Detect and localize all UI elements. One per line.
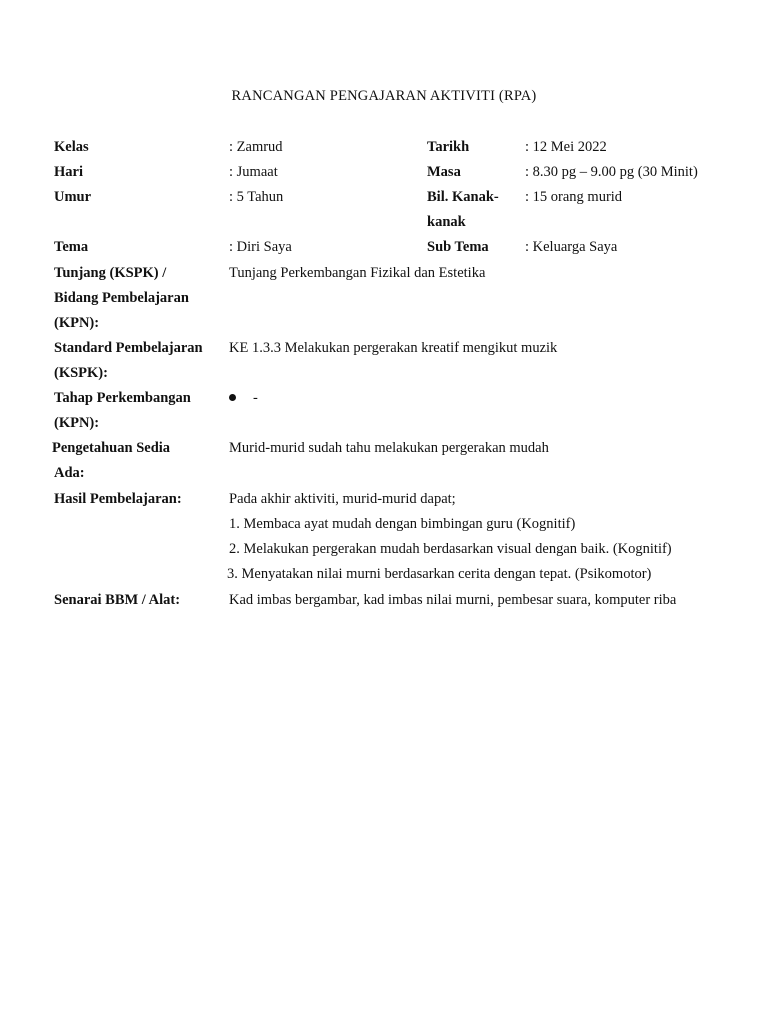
pengetahuan-value: Murid-murid sudah tahu melakukan pergerakan mudah — [229, 440, 549, 456]
bil-value: : 15 orang murid — [525, 189, 623, 205]
tahap-value-line — [229, 388, 258, 408]
tahap-label-line1: Tahap Perkembangan — [54, 390, 191, 406]
tahap-label-line2: (KPN): — [54, 415, 100, 431]
tunjang-value: Tunjang Perkembangan Fizikal dan Estetika — [229, 265, 486, 281]
bbm-value: Kad imbas bergambar, kad imbas nilai murni, pembesar suara, komputer riba — [229, 592, 677, 608]
tema-label: Tema — [54, 239, 89, 255]
tahap-value: - — [253, 390, 258, 406]
bil-label-line1: Bil. Kanak- — [427, 189, 499, 205]
standard-label-line1: Standard Pembelajaran — [54, 340, 203, 356]
sub-tema-value: : Keluarga Saya — [525, 239, 618, 255]
sub-tema-label: Sub Tema — [427, 239, 489, 255]
hasil-item: 3. Menyatakan nilai murni berdasarkan cerita dengan tepat. (Psikomotor) — [227, 566, 652, 582]
tunjang-label-line1: Tunjang (KSPK) / — [54, 265, 167, 281]
masa-value: : 8.30 pg – 9.00 pg (30 Minit) — [525, 164, 698, 180]
pengetahuan-label-line1: Pengetahuan Sedia — [52, 440, 171, 456]
tarikh-label: Tarikh — [427, 139, 470, 155]
hasil-label: Hasil Pembelajaran: — [54, 491, 182, 507]
kelas-value: : Zamrud — [229, 139, 283, 155]
document-title: RANCANGAN PENGAJARAN AKTIVITI (RPA) — [231, 88, 537, 104]
kelas-label: Kelas — [54, 139, 89, 155]
tunjang-label-line2: Bidang Pembelajaran — [54, 290, 189, 306]
bullet-icon — [229, 394, 236, 401]
masa-label: Masa — [427, 164, 461, 180]
pengetahuan-label-line2: Ada: — [54, 465, 85, 481]
hari-label: Hari — [54, 164, 83, 180]
umur-label: Umur — [54, 189, 92, 205]
standard-label-line2: (KSPK): — [54, 365, 108, 381]
standard-value: KE 1.3.3 Melakukan pergerakan kreatif mengikut muzik — [229, 340, 558, 356]
umur-value: : 5 Tahun — [229, 189, 284, 205]
hasil-item: 2. Melakukan pergerakan mudah berdasarkan visual dengan baik. (Kognitif) — [229, 541, 672, 557]
hari-value: : Jumaat — [229, 164, 278, 180]
bbm-label: Senarai BBM / Alat: — [54, 592, 181, 608]
hasil-item: 1. Membaca ayat mudah dengan bimbingan guru (Kognitif) — [229, 516, 576, 532]
tarikh-value: : 12 Mei 2022 — [525, 139, 607, 155]
tema-value: : Diri Saya — [229, 239, 292, 255]
tunjang-label-line3: (KPN): — [54, 315, 100, 331]
hasil-intro: Pada akhir aktiviti, murid-murid dapat; — [229, 491, 456, 507]
bil-label-line2: kanak — [427, 214, 466, 230]
